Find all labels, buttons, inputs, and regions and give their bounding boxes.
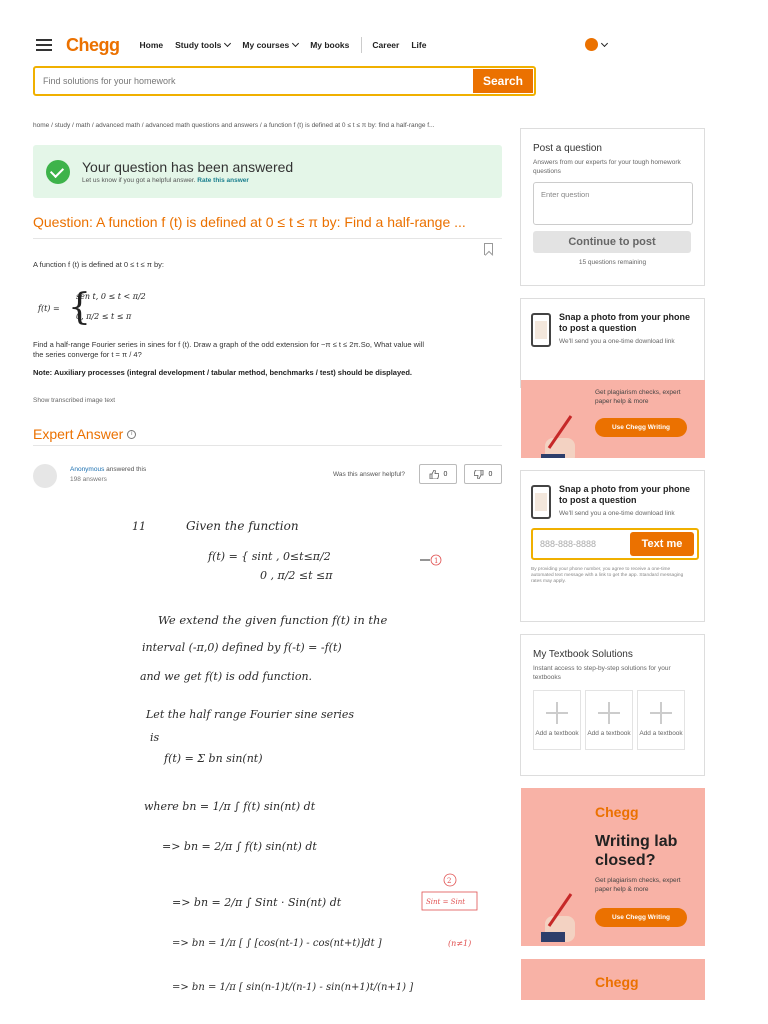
phone-icon — [531, 485, 551, 519]
snap-subtitle: We'll send you a one-time download link — [559, 510, 675, 517]
sms-disclaimer: By providing your phone number, you agree to receive a one-time automated text message with a link to get the app. Standard messaging rates may apply. — [531, 567, 684, 584]
hw-line: interval (-π,0) defined by f(-t) = -f(t) — [142, 641, 342, 654]
textbook-slots — [533, 690, 692, 750]
helpful-prompt: Was this answer helpful? — [333, 471, 406, 478]
post-question-card — [520, 128, 705, 286]
add-textbook-button[interactable]: Add a textbook — [637, 690, 685, 750]
phone-number-field — [531, 528, 699, 560]
nav-divider — [361, 37, 362, 53]
hw-line: Given the function — [186, 519, 299, 533]
question-title: Question: A function f (t) is defined at 0 ≤ t ≤ π by: Find a half-range ... — [33, 214, 466, 230]
chevron-down-icon — [601, 39, 608, 46]
phone-icon — [531, 313, 551, 347]
thumbs-up-icon — [429, 470, 439, 479]
search-button[interactable]: Search — [473, 69, 533, 93]
hw-circle-1: 1 — [434, 557, 439, 565]
add-textbook-button[interactable]: Add a textbook — [533, 690, 581, 750]
expert-answer-title: Expert Answer i — [33, 426, 136, 442]
question-formula: f(t) = { sen t, 0 ≤ t < π/2 0, π/2 ≤ t ≤ π — [38, 287, 146, 328]
nav-life[interactable]: Life — [411, 40, 427, 50]
post-title: Post a question — [533, 143, 602, 154]
hw-line: Let the half range Fourier sine series — [146, 708, 355, 721]
divider — [33, 238, 502, 239]
hw-line: => bn = 1/π [ sin(n-1)t/(n-1) - sin(n+1)t/(n+1) ] — [172, 982, 414, 993]
chegg-logo: Chegg — [595, 804, 639, 820]
chegg-logo[interactable]: Chegg — [66, 34, 120, 55]
hw-line: f(t) = { sint , 0≤t≤π/2 — [208, 550, 331, 563]
ad-text: Get plagiarism checks, expert paper help & more — [595, 389, 681, 405]
writing-lab-ad[interactable] — [521, 788, 705, 946]
thumbs-down-icon — [474, 470, 484, 479]
question-body: Find a half-range Fourier series in sines for f (t). Draw a graph of the odd extension for −π ≤ t ≤ 2π.So, What value will the series converge for t = π / 4? — [33, 340, 425, 359]
nav-study-tools[interactable]: Study tools — [175, 40, 230, 50]
ad-text: Get plagiarism checks, expert paper help & more — [595, 877, 681, 893]
use-chegg-writing-button[interactable]: Use Chegg Writing — [595, 908, 687, 927]
search-bar — [33, 66, 536, 96]
hw-line: f(t) = Σ bn sin(nt) — [164, 752, 263, 765]
hw-line: => bn = 2/π ∫ Sint · Sin(nt) dt — [172, 896, 342, 909]
question-note: Note: Auxiliary processes (integral development / tabular method, benchmarks / test) should be displayed. — [33, 368, 412, 377]
hw-line: 0 , π/2 ≤t ≤π — [260, 569, 333, 582]
plus-icon — [650, 702, 672, 724]
hand-writing-icon — [541, 886, 583, 942]
answered-subtext: Let us know if you got a helpful answer. Rate this answer — [82, 177, 249, 184]
expert-name: Anonymous answered this — [70, 466, 147, 473]
chevron-down-icon — [292, 40, 299, 47]
hw-n-note: (n≠1) — [448, 939, 472, 948]
text-me-button[interactable]: Text me — [630, 532, 694, 556]
main-nav — [140, 37, 439, 53]
nav-my-courses[interactable]: My courses — [242, 40, 298, 50]
textbook-title: My Textbook Solutions — [533, 649, 633, 660]
answered-title: Your question has been answered — [82, 159, 294, 175]
avatar — [585, 38, 598, 51]
bookmark-icon[interactable] — [484, 243, 493, 255]
ad-headline: Writing lab closed? — [595, 833, 678, 869]
expert-answer-count: 198 answers — [70, 476, 107, 483]
top-header — [36, 30, 636, 60]
check-circle-icon — [46, 160, 70, 184]
search-input[interactable] — [35, 68, 472, 94]
questions-remaining: 15 questions remaining — [578, 259, 647, 266]
phone-input[interactable] — [533, 539, 630, 549]
answered-banner — [33, 145, 502, 198]
question-intro: A function f (t) is defined at 0 ≤ t ≤ π by: — [33, 260, 164, 269]
menu-icon[interactable] — [36, 39, 52, 51]
hw-line: and we get f(t) is odd function. — [140, 670, 313, 683]
divider — [33, 445, 502, 446]
hand-writing-icon — [541, 408, 583, 458]
brace-glyph: { — [68, 287, 91, 328]
chegg-logo: Chegg — [595, 974, 639, 990]
continue-to-post-button[interactable]: Continue to post — [533, 231, 691, 253]
hw-line: => bn = 1/π [ ∫ [cos(nt-1) - cos(nt+t)]dt ] — [172, 938, 382, 949]
handwritten-answer — [128, 500, 488, 1000]
info-icon[interactable]: i — [127, 430, 136, 439]
chegg-writing-ad[interactable] — [521, 380, 705, 458]
breadcrumb[interactable]: home / study / math / advanced math / advanced math questions and answers / a function f (t) is defined at 0 ≤ t ≤ π by: find a half-range f... — [33, 122, 435, 129]
textbook-subtitle: Instant access to step-by-step solutions for your textbooks — [533, 665, 671, 681]
nav-my-books[interactable]: My books — [310, 40, 350, 50]
post-subtitle: Answers from our experts for your tough homework questions — [533, 159, 681, 175]
snap-title: Snap a photo from your phone to post a question — [559, 484, 690, 505]
hw-circle-2: 2 — [447, 877, 452, 885]
chegg-ad[interactable] — [521, 959, 705, 1000]
hw-boxed-note: Sint = Sint — [426, 898, 466, 906]
nav-career[interactable]: Career — [372, 40, 400, 50]
plus-icon — [546, 702, 568, 724]
use-chegg-writing-button[interactable]: Use Chegg Writing — [595, 418, 687, 437]
chevron-down-icon — [224, 40, 231, 47]
nav-home[interactable]: Home — [139, 40, 164, 50]
hw-line: => bn = 2/π ∫ f(t) sin(nt) dt — [162, 840, 317, 853]
question-input[interactable]: Enter question — [533, 182, 693, 225]
snap-photo-card — [520, 470, 705, 622]
svg-text:11: 11 — [132, 520, 146, 533]
textbook-solutions-card — [520, 634, 705, 776]
hw-line: We extend the given function f(t) in the — [158, 613, 388, 627]
thumbs-down-button[interactable]: 0 — [464, 464, 502, 484]
snap-title: Snap a photo from your phone to post a question — [559, 312, 690, 333]
plus-icon — [598, 702, 620, 724]
rate-answer-link[interactable]: Rate this answer — [197, 177, 249, 184]
add-textbook-button[interactable]: Add a textbook — [585, 690, 633, 750]
account-menu[interactable] — [585, 38, 607, 51]
expert-avatar — [33, 464, 57, 488]
thumbs-up-button[interactable]: 0 — [419, 464, 457, 484]
snap-subtitle: We'll send you a one-time download link — [559, 338, 675, 345]
hw-line: where bn = 1/π ∫ f(t) sin(nt) dt — [144, 800, 316, 813]
snap-photo-card — [520, 298, 705, 388]
hw-line: is — [150, 731, 160, 744]
show-transcribed-link[interactable]: Show transcribed image text — [33, 397, 116, 404]
